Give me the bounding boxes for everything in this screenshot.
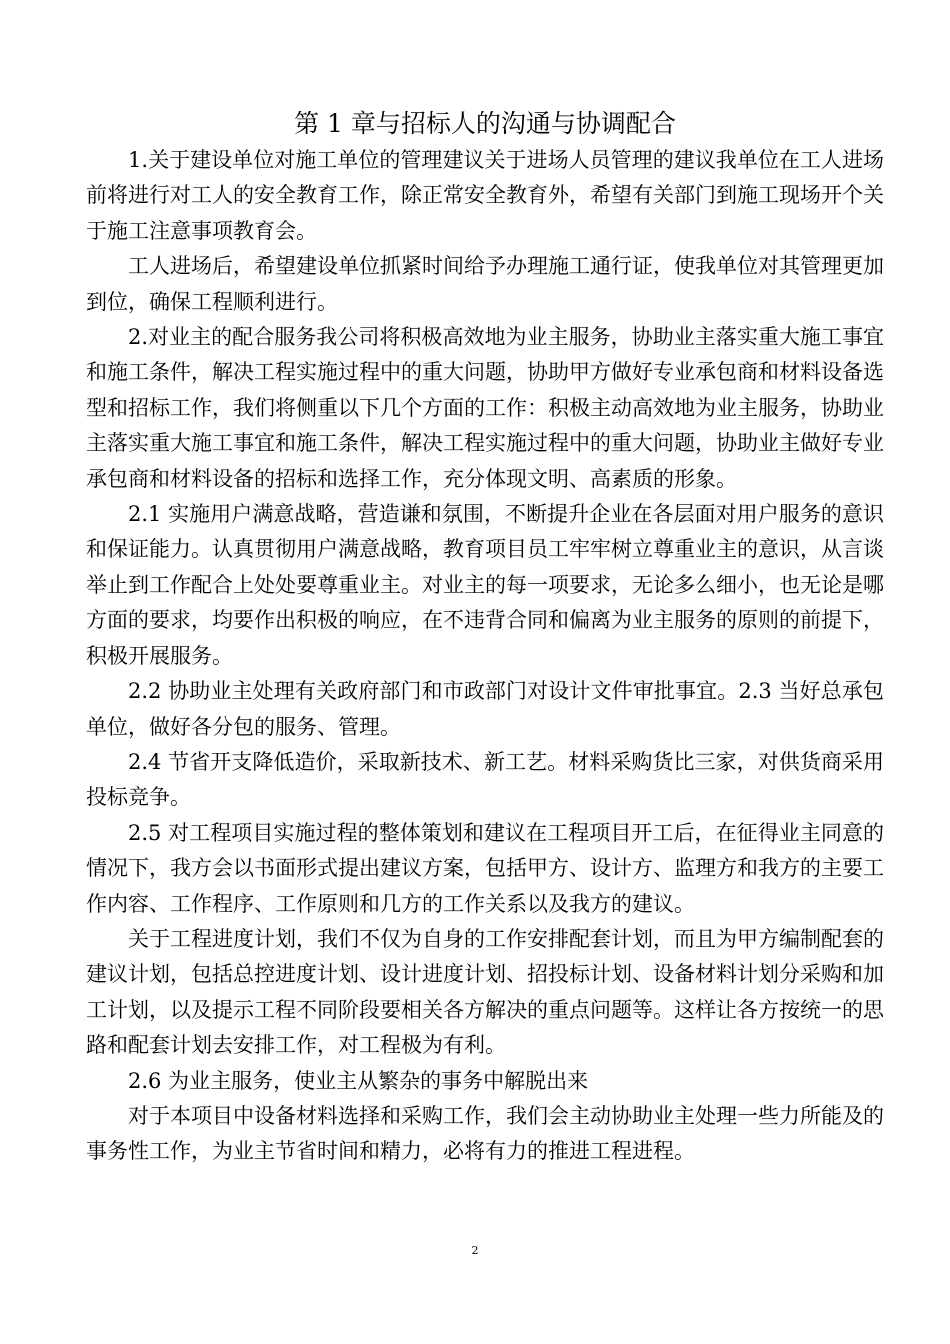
page-title: 第 1 章与招标人的沟通与协调配合 [294,109,676,138]
paragraph-7: 2.5 对工程项目实施过程的整体策划和建议在工程项目开工后，在征得业主同意的情况下，我方会以书面形式提出建议方案，包括甲方、设计方、监理方和我方的主要工作内容、工作程序、工作原则和几方的工作关系以及我方的建议。 [86,820,884,916]
paragraph-5: 2.2 协助业主处理有关政府部门和市政部门对设计文件审批事宜。2.3 当好总承包单位，做好各分包的服务、管理。 [86,679,884,739]
page-number: 2 [471,1244,479,1257]
paragraph-10: 对于本项目中设备材料选择和采购工作，我们会主动协助业主处理一些力所能及的事务性工作，为业主节省时间和精力，必将有力的推进工程进程。 [86,1103,884,1164]
paragraph-6: 2.4 节省开支降低造价，采取新技术、新工艺。材料采购货比三家，对供货商采用投标竞争。 [86,749,884,810]
paragraph-4: 2.1 实施用户满意战略，营造谦和氛围，不断提升企业在各层面对用户服务的意识和保证能力。认真贯彻用户满意战略，教育项目员工牢牢树立尊重业主的意识，从言谈举止到工作配合上处处要尊重业主。对业主的每一项要求，无论多么细小，也无论是哪方面的要求，均要作出积极的响应，在不违背合同和偏离为业主服务的原则的前提下，积极开展服务。 [86,502,884,668]
page-content [86,106,884,1170]
paragraph-9: 2.6 为业主服务，使业主从繁杂的事务中解脱出来 [128,1068,589,1093]
paragraph-3: 2.对业主的配合服务我公司将积极高效地为业主服务，协助业主落实重大施工事宜和施工条件，解决工程实施过程中的重大问题，协助甲方做好专业承包商和材料设备选型和招标工作，我们将侧重以下几个方面的工作：积极主动高效地为业主服务，协助业主落实重大施工事宜和施工条件，解决工程实施过程中的重大问题，协助业主做好专业承包商和材料设备的招标和选择工作，充分体现文明、高素质的形象。 [86,325,884,491]
paragraph-1: 1.关于建设单位对施工单位的管理建议关于进场人员管理的建议我单位在工人进场前将进行对工人的安全教育工作，除正常安全教育外，希望有关部门到施工现场开个关于施工注意事项教育会。 [86,148,884,243]
paragraph-2: 工人进场后，希望建设单位抓紧时间给予办理施工通行证，使我单位对其管理更加到位，确保工程顺利进行。 [86,254,884,314]
paragraph-8: 关于工程进度计划，我们不仅为自身的工作安排配套计划，而且为甲方编制配套的建议计划，包括总控进度计划、设计进度计划、招投标计划、设备材料计划分采购和加工计划，以及提示工程不同阶段要相关各方解决的重点问题等。这样让各方按统一的思路和配套计划去安排工作，对工程极为有利。 [86,926,884,1058]
